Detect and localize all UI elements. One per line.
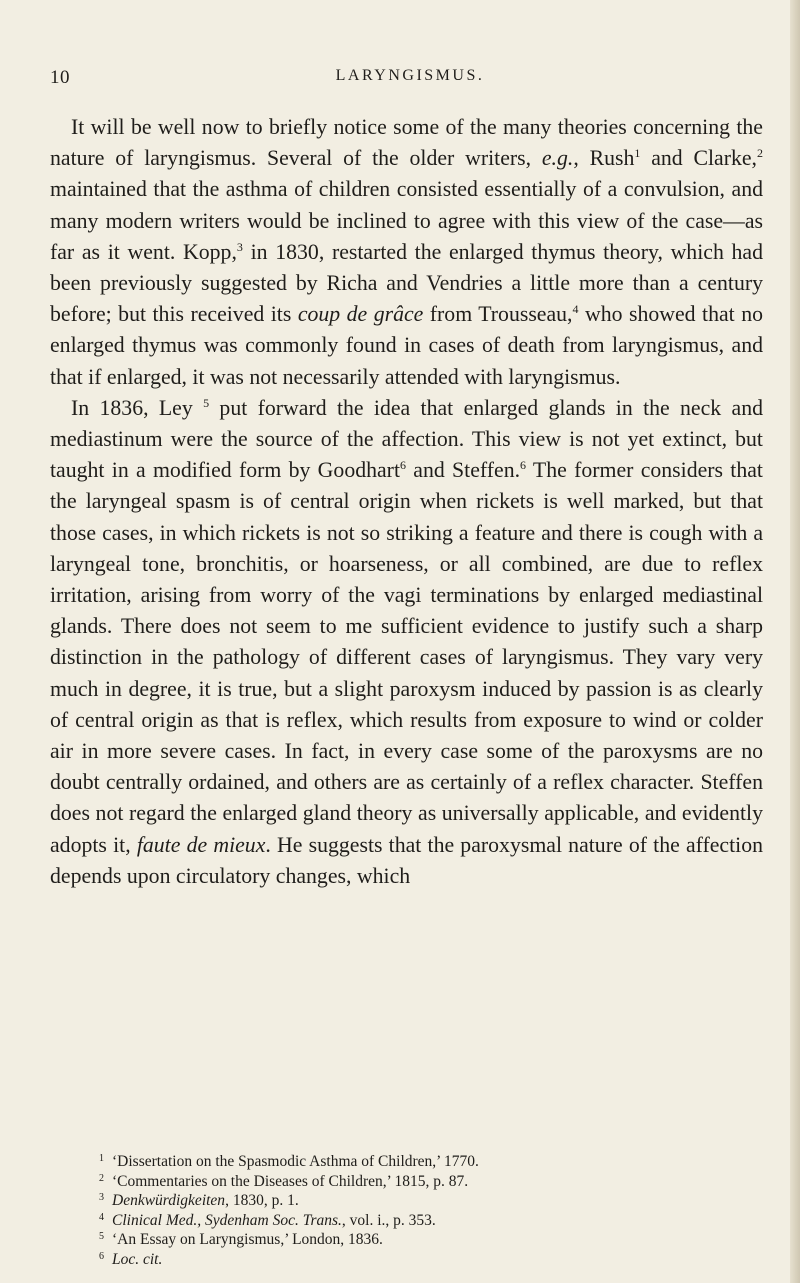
text-run: from Trousseau, <box>423 302 573 327</box>
text-run: who showed that no enlarged thymus was commonly found in cases of death from laryngismus, and that if enlarged, it was not necessarily attended with laryngismus. <box>50 302 763 389</box>
text-run: ‘Dissertation on the Spasmodic Asthma of Children,’ 1770. <box>112 1153 479 1170</box>
text-run: ‘Commentaries on the Diseases of Children,’ 1815, p. 87. <box>112 1172 469 1190</box>
text-run: . He suggests that the paroxysmal nature of the affection depends upon circulatory changes, which <box>50 832 764 888</box>
footnote <box>88 1230 748 1250</box>
text-run: , 1830, p. 1. <box>225 1192 299 1209</box>
footnote-ref: 1 <box>634 146 641 161</box>
italic-text: Denkwürdigkeiten <box>112 1192 226 1209</box>
text-run: in 1830, restarted the enlarged thymus theory, which had been previously suggested by Richa and Vendries a little more than a century before; but this received its <box>50 239 763 327</box>
text-run: , vol. i., p. 353. <box>341 1211 436 1229</box>
paragraph <box>50 112 763 393</box>
running-title: LARYNGISMUS. <box>335 67 485 84</box>
footnote-ref: 5 <box>203 395 210 410</box>
footnote-ref: 6 <box>520 458 527 473</box>
running-header <box>0 67 790 93</box>
text-run: put forward the idea that enlarged glands in the neck and mediastinum were the source of the affection. This view is not yet extinct, but taught in a modified form by Goodhart <box>50 395 763 483</box>
footnote <box>88 1172 748 1192</box>
footnote <box>88 1250 748 1270</box>
footnote <box>88 1211 748 1231</box>
footnote <box>88 1191 748 1211</box>
italic-text: e.g. <box>541 146 574 171</box>
body-text <box>50 112 763 892</box>
italic-text: faute de mieux <box>136 832 266 857</box>
text-run: maintained that the asthma of children consisted essentially of a convulsion, and many modern writers would be inclined to agree with this view of the case—as far as it went. Kopp, <box>50 177 763 264</box>
text-run: It will be well now to briefly notice some of the many theories concerning the nature of laryngismus. Several of the older writers, <box>50 115 763 171</box>
text-run: In 1836, Ley <box>71 395 204 420</box>
italic-text: coup de grâce <box>297 302 424 327</box>
page-edge-shadow <box>790 0 800 1283</box>
italic-text: Clinical Med., Sydenham Soc. Trans. <box>112 1211 342 1229</box>
footnote-number: 5 <box>99 1231 104 1242</box>
footnote-ref: 2 <box>757 146 764 161</box>
footnote-ref: 4 <box>572 302 579 317</box>
footnote <box>88 1152 748 1172</box>
footnote-number: 4 <box>99 1211 104 1223</box>
text-run: The former considers that the laryngeal spasm is of central origin when rickets is well marked, but that those cases, in which rickets is not so striking a feature and there is cough with a laryngeal tone, bronchitis, or hoarseness, or all combined, are due to reflex irritation, arising from worry of the vagi terminations by enlarged mediastinal glands. There does not seem to me sufficient evidence to justify such a sharp distinction in the pathology of different cases of laryngismus. They vary very much in degree, it is true, but a slight paroxysm induced by passion is as clearly of central origin as that is reflex, which results from exposure to wind or colder air in more severe cases. In fact, in every case some of the paroxysms are no doubt centrally ordained, and others are as certainly of a reflex character. Steffen does not regard the enlarged gland theory as universally applicable, and evidently adopts it, <box>50 458 763 857</box>
page-number: 10 <box>50 67 70 88</box>
footnote-number: 2 <box>99 1172 104 1184</box>
footnotes <box>88 1152 748 1269</box>
footnote-number: 1 <box>99 1153 104 1164</box>
paragraph <box>50 393 763 892</box>
footnote-number: 6 <box>99 1250 104 1262</box>
text-run: and Steffen. <box>406 458 521 483</box>
text-run: ‘An Essay on Laryngismus,’ London, 1836. <box>112 1231 383 1248</box>
footnote-ref: 3 <box>236 239 243 254</box>
footnote-ref: 6 <box>400 458 406 473</box>
italic-text: Loc. cit. <box>112 1250 163 1268</box>
text-run: , Rush <box>573 146 635 171</box>
text-run: and Clarke, <box>640 146 758 171</box>
footnote-number: 3 <box>99 1192 104 1203</box>
